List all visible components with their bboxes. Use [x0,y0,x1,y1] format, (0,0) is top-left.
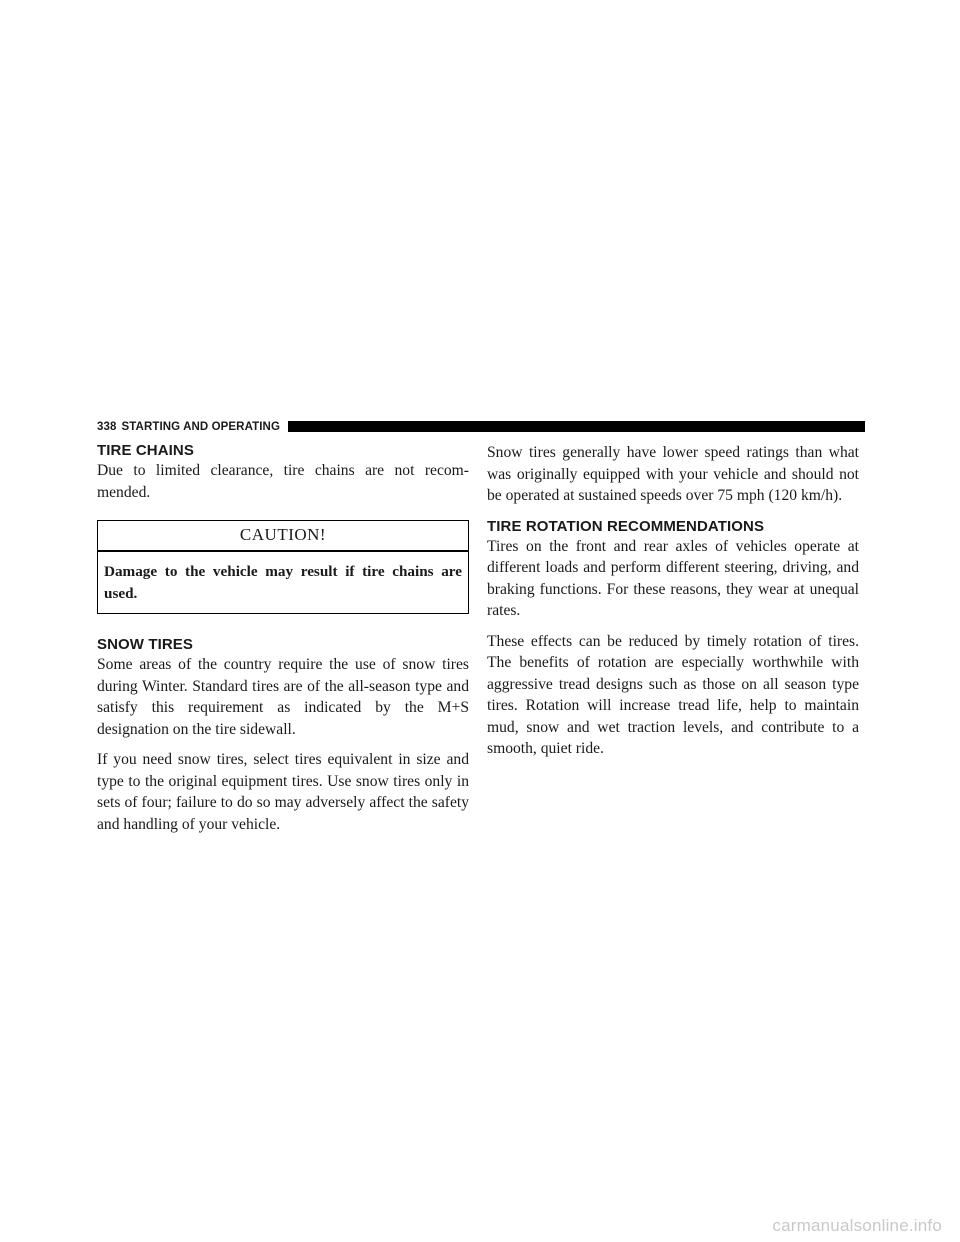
section-title: STARTING AND OPERATING [121,420,281,433]
header-rule [288,421,865,432]
tire-chains-heading: TIRE CHAINS [97,442,194,459]
right-column [487,442,859,760]
snow-speed-paragraph: Snow tires generally have lower speed ratings than what was originally equipped with your vehicle and should not be operated at sustained speeds over 75 mph (120 km/h). [487,444,859,504]
page-header [97,419,865,434]
watermark: carmanualsonline.info [772,1216,942,1235]
left-column [97,441,469,835]
rotation-heading: TIRE ROTATION RECOMMENDATIONS [487,517,765,535]
tire-chains-text: Due to limited clearance, tire chains are not recom-mended. [97,462,469,501]
rotation-paragraph: Tires on the front and rear axles of vehicles operate at different loads and perform different steering, driving, and braking functions. For these reasons, they wear at unequal rates. [487,537,859,619]
page-number: 338 [97,420,117,433]
snow-tires-paragraph: If you need snow tires, select tires equivalent in size and type to the original equipment tires. Use snow tires only in sets of four; failure to do so may adversely affect the safety and handling of your vehicle. [97,751,469,833]
caution-text: Damage to the vehicle may result if tire chains are used. [104,563,462,602]
snow-tires-paragraph: Some areas of the country require the use of snow tires during Winter. Standard tires are of the all-season type and satisfy this requirement as indicated by the M+S designation on the tire sidewall. [97,656,469,738]
snow-tires-heading: SNOW TIRES [97,636,194,653]
rotation-paragraph: These effects can be reduced by timely rotation of tires. The benefits of rotation are especially worthwhile with aggressive tread designs such as those on all season type tires. Rotation will increase tread life, help to maintain mud, snow and wet traction levels, and contribute to a smooth, quiet ride. [487,632,859,757]
caution-box [97,520,469,614]
caution-title: CAUTION! [98,521,468,552]
